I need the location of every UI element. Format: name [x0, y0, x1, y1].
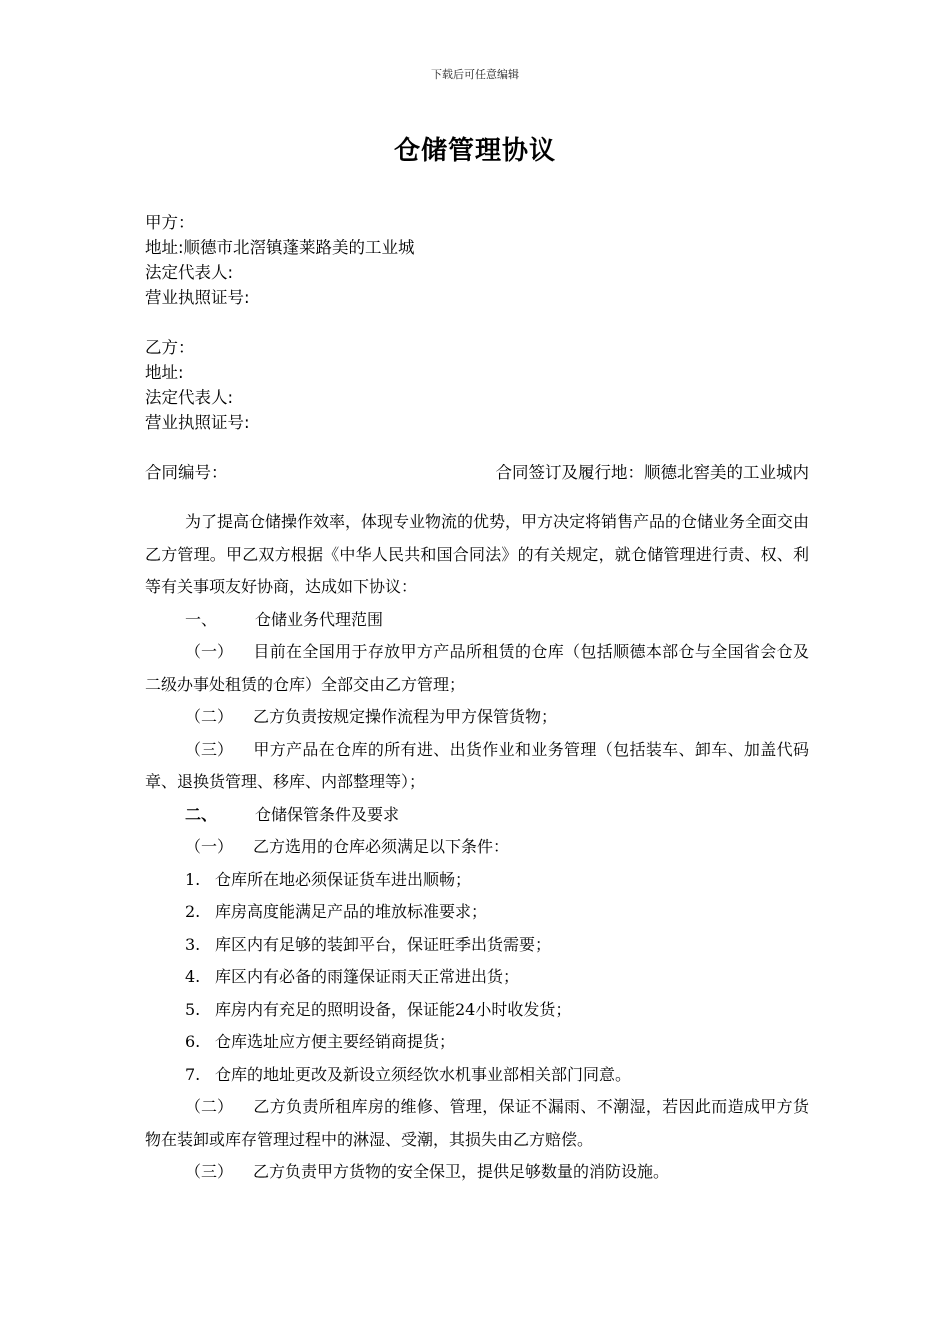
section-1-number: 一、 [185, 609, 218, 629]
list-item [145, 864, 809, 897]
item-number: （三） [185, 1162, 234, 1181]
list-item-text: 库房内有充足的照明设备，保证能24小时收发货； [215, 999, 572, 1019]
list-item-number: 7. [185, 1064, 201, 1084]
list-item-text: 仓库所在地必须保证货车进出顺畅； [215, 869, 472, 889]
party-b-license: 营业执照证号: [145, 413, 250, 432]
list-item-number: 5. [185, 999, 201, 1019]
section-2-title: 仓储保管条件及要求 [255, 804, 400, 824]
party-b-block [145, 335, 250, 435]
section-2-number: 二、 [185, 804, 218, 824]
item-text: 乙方选用的仓库必须满足以下条件： [253, 837, 510, 856]
list-item-number: 6. [185, 1032, 201, 1051]
list-item-text: 库房高度能满足产品的堆放标准要求； [215, 902, 488, 921]
party-b-address: 地址: [145, 363, 184, 382]
party-b-legal-rep: 法定代表人: [145, 388, 234, 407]
section-1-heading [145, 604, 809, 637]
list-item-number: 3. [185, 934, 201, 954]
section-1-title: 仓储业务代理范围 [255, 609, 384, 629]
item-number: （三） [185, 739, 234, 759]
item-number: （一） [185, 837, 234, 856]
party-a-address: 地址:顺德市北滘镇蓬莱路美的工业城 [145, 238, 415, 257]
document-title: 仓储管理协议 [393, 136, 556, 166]
list-item-text: 仓库的地址更改及新设立须经饮水机事业部相关部门同意。 [215, 1064, 632, 1084]
item-number: （一） [185, 642, 234, 661]
item-text: 甲方产品在仓库的所有进、出货作业和业务管理（包括装车、卸车、加盖代码章、退换货管理、移库、内部整理等）； [145, 739, 809, 791]
section-2-sub-1 [145, 831, 809, 864]
list-item-number: 1. [185, 869, 201, 889]
list-item [145, 961, 809, 994]
item-text: 乙方负责按规定操作流程为甲方保管货物； [253, 707, 558, 726]
list-item-text: 仓库选址应方便主要经销商提货； [215, 1032, 456, 1051]
item-text: 乙方负责甲方货物的安全保卫，提供足够数量的消防设施。 [253, 1162, 670, 1181]
list-item [145, 929, 809, 962]
contract-number: 合同编号： [145, 463, 228, 482]
list-item [145, 896, 809, 929]
item-text: 目前在全国用于存放甲方产品所租赁的仓库（包括顺德本部仓与全国省会仓及二级办事处租赁的仓库）全部交由乙方管理； [145, 642, 809, 694]
section-2-sub-3 [145, 1156, 809, 1189]
item-number: （二） [185, 1097, 234, 1116]
list-item-text: 库区内有必备的雨篷保证雨天正常进出货； [215, 967, 520, 986]
section-2-heading [145, 799, 809, 832]
header-note: 下载后可任意编辑 [431, 68, 519, 81]
agreement-body [145, 506, 809, 1189]
item-number: （二） [185, 707, 234, 726]
list-item [145, 1026, 809, 1059]
item-text: 乙方负责所租库房的维修、管理，保证不漏雨、不潮湿，若因此而造成甲方货物在装卸或库存管理过程中的淋湿、受潮，其损失由乙方赔偿。 [145, 1097, 809, 1149]
party-a-block [145, 210, 415, 310]
signing-place: 合同签订及履行地：顺德北窖美的工业城内 [495, 463, 809, 482]
party-a-license: 营业执照证号: [145, 288, 250, 307]
party-a-legal-rep: 法定代表人: [145, 263, 234, 282]
party-a-label: 甲方： [145, 213, 195, 232]
list-item-text: 库区内有足够的装卸平台，保证旺季出货需要； [215, 934, 552, 954]
section-1-item-2 [145, 701, 809, 734]
intro-paragraph: 为了提高仓储操作效率，体现专业物流的优势，甲方决定将销售产品的仓储业务全面交由乙方管理。甲乙双方根据《中华人民共和国合同法》的有关规定，就仓储管理进行责、权、利等有关事项友好协商，达成如下协议： [145, 512, 810, 596]
section-1-item-3 [145, 734, 809, 799]
list-item [145, 1059, 809, 1092]
section-1-item-1 [145, 636, 809, 701]
party-b-label: 乙方： [145, 338, 195, 357]
list-item [145, 994, 809, 1027]
section-2-sub-2 [145, 1091, 809, 1156]
list-item-number: 2. [185, 902, 201, 921]
list-item-number: 4. [185, 967, 201, 986]
